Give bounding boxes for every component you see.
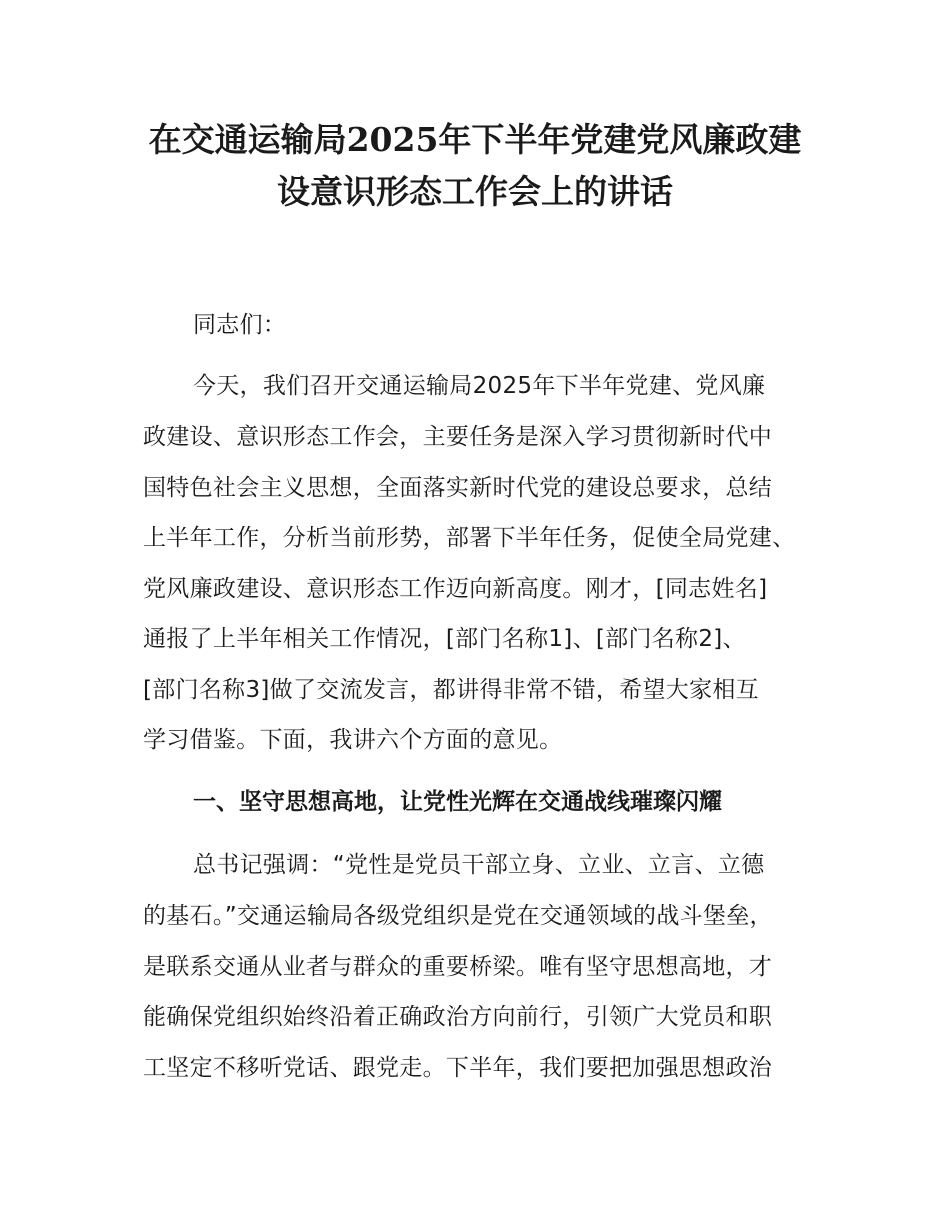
paragraph-1-line: 党风廉政建设、意识形态工作迈向新高度。刚才，[同志姓名] (143, 576, 768, 602)
paragraph-1-line: 国特色社会主义思想，全面落实新时代党的建设总要求，总结 (143, 475, 773, 501)
paragraph-1-line: 今天，我们召开交通运输局2025年下半年党建、党风廉 (193, 373, 766, 399)
paragraph-1-line: 通报了上半年相关工作情况，[部门名称1]、[部门名称2]、 (143, 626, 746, 652)
paragraph-2-line: 总书记强调：“党性是党员干部立身、立业、立言、立德 (193, 852, 765, 878)
paragraph-2-line: 能确保党组织始终沿着正确政治方向前行，引领广大党员和职 (143, 1004, 773, 1030)
paragraph-2-line: 工坚定不移听党话、跟党走。下半年，我们要把加强思想政治 (143, 1055, 773, 1081)
document-title-line-1: 在交通运输局2025年下半年党建党风廉政建 (148, 120, 802, 159)
paragraph-2-line: 的基石。”交通运输局各级党组织是党在交通领域的战斗堡垒， (143, 903, 773, 929)
paragraph-2-line: 是联系交通从业者与群众的重要桥梁。唯有坚守思想高地，才 (143, 954, 773, 980)
paragraph-1-line: 政建设、意识形态工作会，主要任务是深入学习贯彻新时代中 (143, 424, 773, 450)
section-1-heading: 一、坚守思想高地，让党性光辉在交通战线璀璨闪耀 (193, 789, 722, 815)
paragraph-1-line: 学习借鉴。下面，我讲六个方面的意见。 (143, 727, 563, 753)
salutation: 同志们： (193, 312, 287, 338)
document-title-line-2: 设意识形态工作会上的讲话 (277, 172, 673, 211)
paragraph-1-line: [部门名称3]做了交流发言，都讲得非常不错，希望大家相互 (143, 677, 759, 703)
paragraph-1-line: 上半年工作，分析当前形势，部署下半年任务，促使全局党建、 (143, 525, 796, 551)
